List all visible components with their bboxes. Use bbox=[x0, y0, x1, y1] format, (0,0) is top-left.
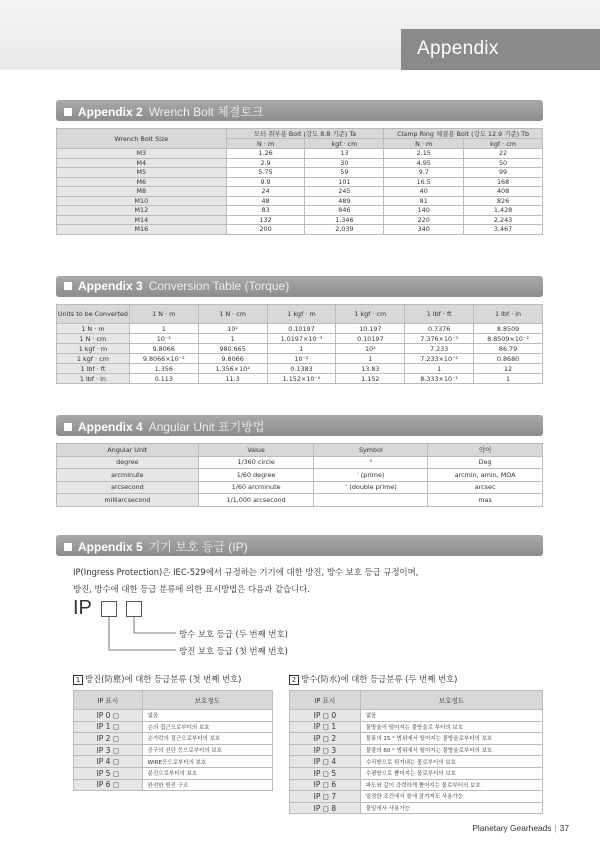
table-row bbox=[74, 721, 273, 733]
torque-conversion-table bbox=[56, 304, 543, 384]
table-cell: 10.197 bbox=[336, 324, 405, 334]
table-row bbox=[290, 721, 543, 733]
table-row bbox=[57, 456, 543, 469]
table-cell: mas bbox=[428, 494, 543, 507]
ip-diagram-label: IP bbox=[73, 597, 92, 619]
row-label-cell: M4 bbox=[57, 158, 227, 168]
table-cell: 1.356×10² bbox=[198, 364, 267, 374]
ip-intro-line: 방진, 방수에 대한 등급 분류에 의한 표시방법은 다음과 같습니다. bbox=[73, 584, 310, 594]
row-label-cell: 1 kgf · m bbox=[57, 344, 130, 354]
table-row bbox=[57, 187, 543, 197]
table-cell: 물방울이 떨어지는 물방울로 부터의 보호 bbox=[360, 721, 542, 733]
row-label-cell: IP ◻ 7 bbox=[290, 791, 361, 803]
dust-col-header: IP 표시 bbox=[74, 691, 143, 710]
table-row bbox=[57, 354, 543, 364]
angular-col-header: Value bbox=[198, 444, 314, 457]
table-cell: 7.376×10⁻³ bbox=[405, 334, 474, 344]
table-cell: ′ (prime) bbox=[314, 469, 428, 482]
table-cell: 공구의 선단 등으로부터의 보호 bbox=[142, 744, 272, 756]
row-label-cell: 1 N · cm bbox=[57, 334, 130, 344]
appendix5-subtitle: 기기 보호 등급 (IP) bbox=[148, 540, 248, 554]
table-cell: 0.10197 bbox=[336, 334, 405, 344]
footer-product: Planetary Gearheads bbox=[472, 823, 552, 833]
table-cell: 2,039 bbox=[305, 225, 384, 235]
row-label-cell: IP ◻ 8 bbox=[290, 802, 361, 814]
table-cell: 10⁻² bbox=[267, 354, 336, 364]
row-label-cell: M14 bbox=[57, 215, 227, 225]
table-cell: 220 bbox=[384, 215, 464, 225]
row-label-cell: M6 bbox=[57, 177, 227, 187]
table-row bbox=[57, 149, 543, 159]
table-cell: 826 bbox=[464, 196, 543, 206]
water-col-header: 보호정도 bbox=[360, 691, 542, 710]
table-cell: ″ (double prime) bbox=[314, 481, 428, 494]
table-cell: ° bbox=[314, 456, 428, 469]
table-row bbox=[57, 494, 543, 507]
row-label-cell: IP ◻ 3 bbox=[290, 744, 361, 756]
second-digit-box bbox=[126, 601, 142, 617]
square-bullet-icon bbox=[64, 282, 72, 290]
table-cell: 1/360 circle bbox=[198, 456, 314, 469]
table-cell: 8.8509×10⁻² bbox=[474, 334, 543, 344]
appendix3-title: Appendix 3 bbox=[78, 279, 143, 293]
table-cell: 9.9 bbox=[226, 177, 305, 187]
table-cell: 9.8066 bbox=[129, 344, 198, 354]
angular-col-header: Angular Unit bbox=[57, 444, 199, 457]
row-label-cell: IP ◻ 2 bbox=[290, 733, 361, 745]
water-col-header: IP 표시 bbox=[290, 691, 361, 710]
unit-header: kgf · cm bbox=[305, 139, 384, 149]
table-cell: 9.8066 bbox=[198, 354, 267, 364]
table-cell: 140 bbox=[384, 206, 464, 216]
table-cell: 11.3 bbox=[198, 374, 267, 384]
row-label-cell: IP 1 ◻ bbox=[74, 721, 143, 733]
table-cell: 99 bbox=[464, 168, 543, 178]
table-cell: 83 bbox=[226, 206, 305, 216]
unit-header: N · m bbox=[226, 139, 305, 149]
table-cell: 1/1,000 arcsecond bbox=[198, 494, 314, 507]
row-label-cell: IP 0 ◻ bbox=[74, 710, 143, 722]
dust-protection-table bbox=[73, 690, 273, 791]
row-label-cell: IP 2 ◻ bbox=[74, 733, 143, 745]
angular-unit-table bbox=[56, 443, 543, 507]
appendix5-bar bbox=[56, 535, 543, 556]
angular-col-header: 약어 bbox=[428, 444, 543, 457]
table-cell: 2.9 bbox=[226, 158, 305, 168]
table-cell: 12 bbox=[474, 364, 543, 374]
table-cell: 10² bbox=[198, 324, 267, 334]
table-row bbox=[290, 756, 543, 768]
table-cell: 수평방으로 뿜어지는 물로부터의 보호 bbox=[360, 767, 542, 779]
table-cell: 59 bbox=[305, 168, 384, 178]
table-cell: arcsec bbox=[428, 481, 543, 494]
table-cell: 1 bbox=[198, 334, 267, 344]
table-cell: 846 bbox=[305, 206, 384, 216]
appendix4-bar bbox=[56, 415, 543, 436]
ip-intro-line: IP(Ingress Protection)은 IEC-529에서 규정하는 기기에 대한 방진, 방수 보호 등급 규정이며, bbox=[73, 567, 419, 577]
row-label-cell: arcsecond bbox=[57, 481, 199, 494]
table-cell: 0.113 bbox=[129, 374, 198, 384]
table-cell: 48 bbox=[226, 196, 305, 206]
footer-page-number: 37 bbox=[559, 823, 569, 833]
table-cell: 1.356 bbox=[129, 364, 198, 374]
square-bullet-icon bbox=[64, 543, 72, 551]
table-row bbox=[57, 177, 543, 187]
table-row bbox=[74, 767, 273, 779]
table-row bbox=[74, 710, 273, 722]
table-cell: 8.8509 bbox=[474, 324, 543, 334]
dust-col-header: 보호정도 bbox=[142, 691, 272, 710]
table-row bbox=[57, 364, 543, 374]
table-cell: 101 bbox=[305, 177, 384, 187]
page-footer bbox=[472, 823, 569, 833]
table-cell bbox=[314, 494, 428, 507]
table-cell: 0.7376 bbox=[405, 324, 474, 334]
table-cell: 10² bbox=[336, 344, 405, 354]
table-cell: 9.7 bbox=[384, 168, 464, 178]
table-row bbox=[57, 469, 543, 482]
square-bullet-icon bbox=[64, 423, 72, 431]
square-bullet-icon bbox=[64, 108, 72, 116]
table-cell: WIRE등으로부터의 보호 bbox=[142, 756, 272, 768]
table-cell: 0.1383 bbox=[267, 364, 336, 374]
table-row bbox=[74, 744, 273, 756]
table-cell: 1 bbox=[267, 344, 336, 354]
table-cell: Deg bbox=[428, 456, 543, 469]
table-row bbox=[290, 767, 543, 779]
table-row bbox=[57, 168, 543, 178]
table-cell: 200 bbox=[226, 225, 305, 235]
angular-col-header: Symbol bbox=[314, 444, 428, 457]
table-cell: 손가락의 접근으로부터의 보호 bbox=[142, 733, 272, 745]
group-motor-bolt: 모터 취부용 Bolt (강도 8.8 기준) Ta bbox=[226, 129, 384, 139]
second-digit-label: 방수 보호 등급 (두 번째 번호) bbox=[179, 629, 288, 639]
page-header bbox=[0, 0, 600, 70]
table-cell: 3,467 bbox=[464, 225, 543, 235]
table-cell: 1 bbox=[405, 364, 474, 374]
table-cell: 7.233×10⁻² bbox=[405, 354, 474, 364]
row-label-cell: IP ◻ 6 bbox=[290, 779, 361, 791]
ip-intro-text bbox=[73, 564, 543, 598]
appendix2-title: Appendix 2 bbox=[78, 105, 143, 119]
table-cell: 7.233 bbox=[405, 344, 474, 354]
table-cell: 40 bbox=[384, 187, 464, 197]
row-label-cell: M12 bbox=[57, 206, 227, 216]
table-row bbox=[290, 710, 543, 722]
row-label-cell: M5 bbox=[57, 168, 227, 178]
group-clamp-ring-bolt: Clamp Ring 체결용 Bolt (강도 12.9 기준) Tb bbox=[384, 129, 543, 139]
conv-col-header: 1 lbf · ft bbox=[405, 305, 474, 324]
dust-heading-text: 방진(防塵)에 대한 등급분류 (첫 번째 번호) bbox=[85, 674, 242, 684]
table-cell: 340 bbox=[384, 225, 464, 235]
table-cell: 30 bbox=[305, 158, 384, 168]
number-badge: 2 bbox=[289, 675, 299, 685]
table-row bbox=[57, 374, 543, 384]
table-cell: 1.152 bbox=[336, 374, 405, 384]
table-cell: 1,346 bbox=[305, 215, 384, 225]
table-row bbox=[57, 334, 543, 344]
table-cell: 86.79 bbox=[474, 344, 543, 354]
table-cell: 489 bbox=[305, 196, 384, 206]
table-row bbox=[57, 158, 543, 168]
table-cell: 손의 접근으로부터의 보호 bbox=[142, 721, 272, 733]
unit-header: kgf · cm bbox=[464, 139, 543, 149]
row-label-cell: milliarcsecond bbox=[57, 494, 199, 507]
row-label-cell: 1 N · m bbox=[57, 324, 130, 334]
number-badge: 1 bbox=[73, 675, 83, 685]
table-cell: 1 bbox=[129, 324, 198, 334]
row-label-cell: M3 bbox=[57, 149, 227, 159]
table-cell: 168 bbox=[464, 177, 543, 187]
conv-col-header: 1 N · cm bbox=[198, 305, 267, 324]
table-row bbox=[57, 225, 543, 235]
table-cell: 81 bbox=[384, 196, 464, 206]
table-row bbox=[57, 481, 543, 494]
table-cell: 980.665 bbox=[198, 344, 267, 354]
table-cell: 1 bbox=[336, 354, 405, 364]
first-digit-label: 방진 보호 등급 (첫 번째 번호) bbox=[179, 646, 288, 656]
table-cell: 408 bbox=[464, 187, 543, 197]
table-cell: 완전한 방진 구조 bbox=[142, 779, 272, 791]
table-row bbox=[290, 779, 543, 791]
table-cell: 13.83 bbox=[336, 364, 405, 374]
row-label-cell: arcminute bbox=[57, 469, 199, 482]
table-cell: 물줄의 60 ° 범위에서 떨어지는 물방울로부터의 보호 bbox=[360, 744, 542, 756]
row-label-cell: IP 4 ◻ bbox=[74, 756, 143, 768]
table-cell: 5.75 bbox=[226, 168, 305, 178]
table-cell: 2.15 bbox=[384, 149, 464, 159]
appendix4-subtitle: Angular Unit 표기방법 bbox=[148, 420, 265, 434]
table-row bbox=[290, 802, 543, 814]
appendix2-bar bbox=[56, 100, 543, 121]
table-cell: 물통의 15 ° 범위에서 떨어지는 물방울로부터의 보호 bbox=[360, 733, 542, 745]
table-cell: 245 bbox=[305, 187, 384, 197]
water-heading-text: 방수(防水)에 대한 등급분류 (두 번째 번호) bbox=[301, 674, 458, 684]
table-row bbox=[290, 733, 543, 745]
row-label-cell: IP ◻ 5 bbox=[290, 767, 361, 779]
table-row bbox=[74, 733, 273, 745]
table-row bbox=[57, 196, 543, 206]
row-label-cell: IP 3 ◻ bbox=[74, 744, 143, 756]
table-cell: 4.95 bbox=[384, 158, 464, 168]
conv-col-header: 1 kgf · cm bbox=[336, 305, 405, 324]
row-label-cell: 1 kgf · cm bbox=[57, 354, 130, 364]
row-label-cell: 1 lbf · in bbox=[57, 374, 130, 384]
row-label-cell: degree bbox=[57, 456, 199, 469]
table-row bbox=[57, 324, 543, 334]
footer-separator: | bbox=[554, 823, 557, 833]
table-cell: 파도와 같이 강력하게 뿜어지는 물로부터의 보호 bbox=[360, 779, 542, 791]
table-cell: 일정한 조건에서 물에 잠겨져도 사용가능 bbox=[360, 791, 542, 803]
row-label-cell: IP ◻ 0 bbox=[290, 710, 361, 722]
table-row bbox=[290, 791, 543, 803]
table-row bbox=[57, 206, 543, 216]
table-cell: 없음 bbox=[142, 710, 272, 722]
appendix3-subtitle: Conversion Table (Torque) bbox=[148, 279, 290, 293]
conv-col-header: 1 lbf · in bbox=[474, 305, 543, 324]
table-cell: 22 bbox=[464, 149, 543, 159]
water-protection-table bbox=[289, 690, 543, 814]
table-cell: 1 bbox=[474, 374, 543, 384]
row-label-cell: 1 lbf · ft bbox=[57, 364, 130, 374]
row-label-cell: IP ◻ 4 bbox=[290, 756, 361, 768]
table-cell: 24 bbox=[226, 187, 305, 197]
table-cell: 1/60 degree bbox=[198, 469, 314, 482]
table-cell: 없음 bbox=[360, 710, 542, 722]
corner-header: Units to be Converted bbox=[57, 305, 130, 324]
table-row bbox=[290, 744, 543, 756]
table-cell: 분진으로부터의 보호 bbox=[142, 767, 272, 779]
row-label-cell: IP 6 ◻ bbox=[74, 779, 143, 791]
wrench-bolt-table bbox=[56, 128, 543, 235]
row-label-cell: IP 5 ◻ bbox=[74, 767, 143, 779]
table-cell: 1/60 arcminute bbox=[198, 481, 314, 494]
table-cell: 수직방으로 튀겨내는 물로부터의 보호 bbox=[360, 756, 542, 768]
row-label-cell: IP ◻ 1 bbox=[290, 721, 361, 733]
table-cell: 물밑에서 사용가능 bbox=[360, 802, 542, 814]
row-label-cell: M10 bbox=[57, 196, 227, 206]
table-cell: 2,243 bbox=[464, 215, 543, 225]
row-label-cell: M16 bbox=[57, 225, 227, 235]
table-cell: 0.10197 bbox=[267, 324, 336, 334]
table-row bbox=[57, 344, 543, 354]
appendix-tab: Appendix bbox=[401, 29, 600, 70]
table-cell: 1.152×10⁻² bbox=[267, 374, 336, 384]
table-row bbox=[74, 779, 273, 791]
conv-col-header: 1 N · m bbox=[129, 305, 198, 324]
row-label-cell: M8 bbox=[57, 187, 227, 197]
table-cell: 13 bbox=[305, 149, 384, 159]
table-cell: 132 bbox=[226, 215, 305, 225]
table-cell: 10⁻² bbox=[129, 334, 198, 344]
table-cell: 1.26 bbox=[226, 149, 305, 159]
table-cell: 9.8066×10⁻² bbox=[129, 354, 198, 364]
first-digit-box bbox=[101, 601, 117, 617]
table-cell: 1.0197×10⁻³ bbox=[267, 334, 336, 344]
unit-header: N · m bbox=[384, 139, 464, 149]
table-cell: 0.8680 bbox=[474, 354, 543, 364]
table-cell: 1,428 bbox=[464, 206, 543, 216]
table-cell: arcmin, amin, MOA bbox=[428, 469, 543, 482]
dust-heading bbox=[73, 673, 241, 685]
appendix3-bar bbox=[56, 276, 543, 297]
water-heading bbox=[289, 673, 457, 685]
appendix4-title: Appendix 4 bbox=[78, 420, 143, 434]
conv-col-header: 1 kgf · m bbox=[267, 305, 336, 324]
appendix2-subtitle: Wrench Bolt 체결토크 bbox=[148, 105, 264, 119]
table-cell: 50 bbox=[464, 158, 543, 168]
table-cell: 16.5 bbox=[384, 177, 464, 187]
col-wrench-bolt-size: Wrench Bolt Size bbox=[57, 129, 227, 149]
appendix5-title: Appendix 5 bbox=[78, 540, 143, 554]
table-cell: 8.333×10⁻² bbox=[405, 374, 474, 384]
table-row bbox=[74, 756, 273, 768]
table-row bbox=[57, 215, 543, 225]
